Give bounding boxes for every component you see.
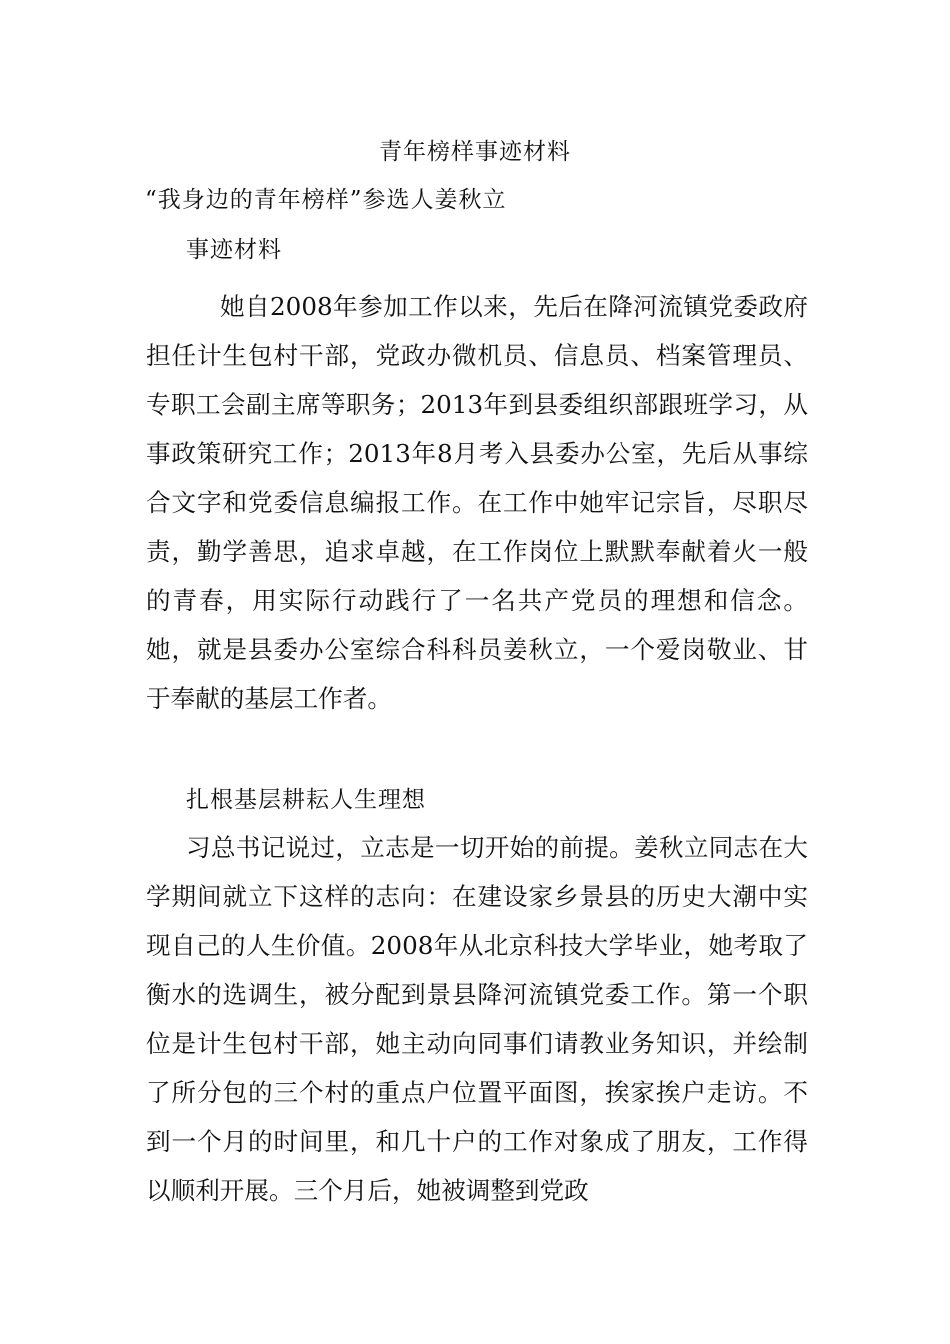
- section-paragraph-deeds: 她自2008年参加工作以来，先后在降河流镇党委政府担任计生包村干部，党政办微机员、信息员、档案管理员、专职工会副主席等职务；2013年到县委组织部跟班学习，从事政策研究工作；2013年8月考入县委办公室，先后从事综合文字和党委信息编报工作。在工作中她牢记宗旨，尽职尽责，勤学善思，追求卓越，在工作岗位上默默奉献着火一般的青春，用实际行动践行了一名共产党员的理想和信念。她，就是县委办公室综合科科员姜秋立，一个爱岗敬业、甘于奉献的基层工作者。: [146, 292, 808, 713]
- document-subtitle: “我身边的青年榜样”参选人姜秋立: [145, 187, 507, 213]
- section-heading-deeds: 事迹材料: [186, 237, 282, 263]
- section-heading-grassroots: 扎根基层耕耘人生理想: [186, 787, 426, 813]
- document-title: 青年榜样事迹材料: [379, 139, 571, 165]
- section-paragraph-grassroots: 习总书记说过，立志是一切开始的前提。姜秋立同志在大学期间就立下这样的志向：在建设家乡景县的历史大潮中实现自己的人生价值。2008年从北京科技大学毕业，她考取了衡水的选调生，被分配到景县降河流镇党委工作。第一个职位是计生包村干部，她主动向同事们请教业务知识，并绘制了所分包的三个村的重点户位置平面图，挨家挨户走访。不到一个月的时间里，和几十户的工作对象成了朋友，工作得以顺利开展。三个月后，她被调整到党政: [146, 833, 808, 1205]
